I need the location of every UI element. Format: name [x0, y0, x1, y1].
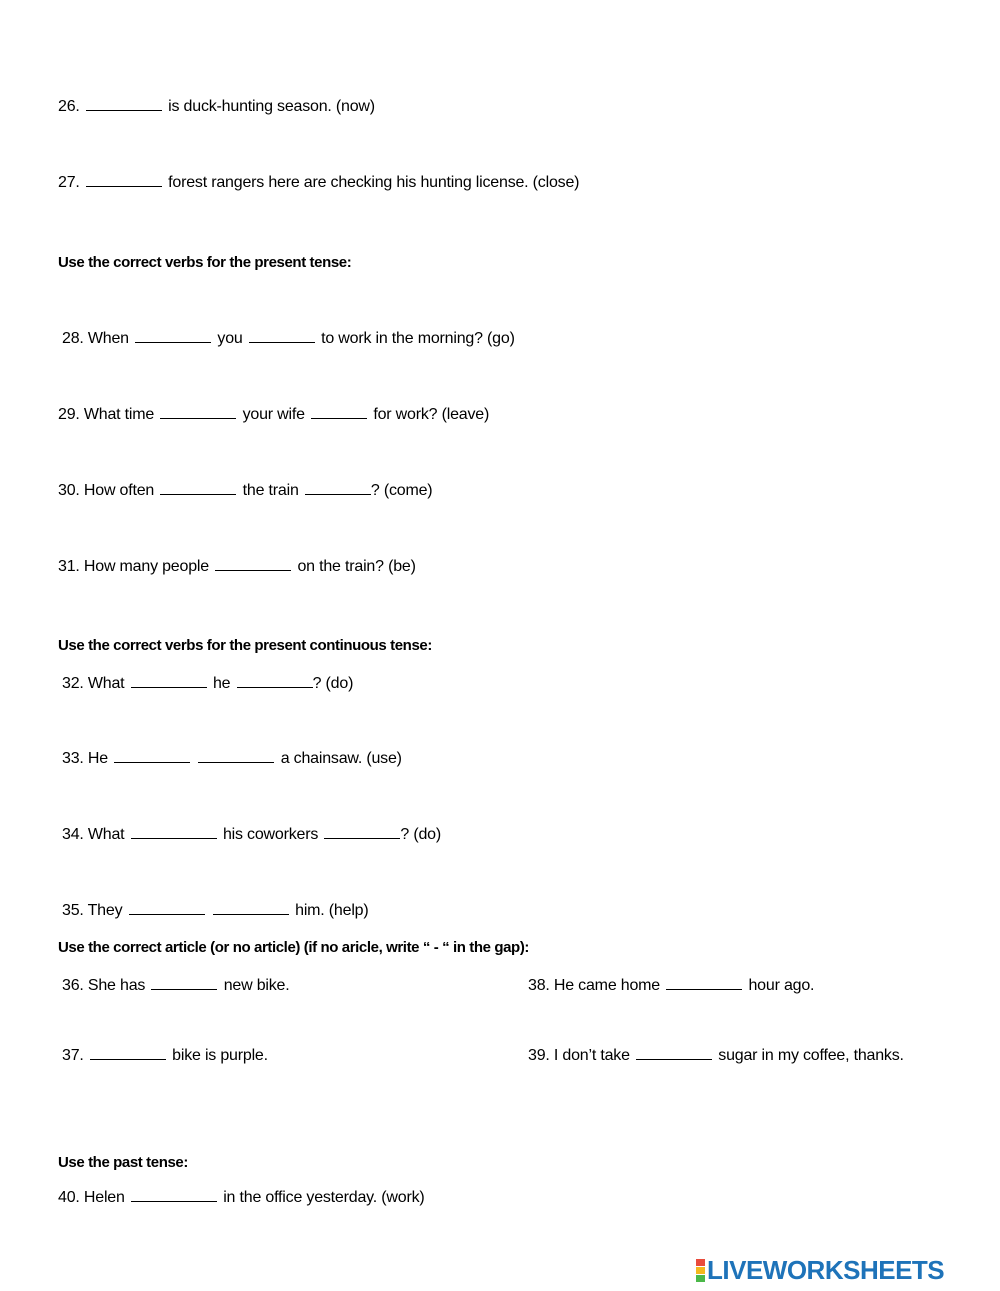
question-text-mid: your wife	[242, 406, 305, 423]
answer-gap-2[interactable]	[237, 673, 313, 688]
section-heading-present: Use the correct verbs for the present tense:	[58, 254, 352, 271]
answer-gap[interactable]	[86, 172, 162, 187]
question-number: 30. How often	[58, 482, 155, 499]
logo-text: LIVEWORKSHEETS	[707, 1255, 945, 1285]
question-text: hour ago.	[748, 977, 815, 994]
answer-gap-1[interactable]	[160, 404, 236, 419]
question-text: ? (do)	[312, 675, 354, 692]
answer-gap[interactable]	[666, 975, 742, 990]
answer-gap[interactable]	[131, 1187, 217, 1202]
question-34	[62, 824, 441, 845]
question-number: 35. They	[62, 902, 123, 919]
question-30	[58, 480, 432, 501]
question-27	[58, 172, 579, 193]
question-number: 31. How many people	[58, 558, 209, 575]
question-number: 26.	[58, 98, 80, 115]
answer-gap-2[interactable]	[213, 900, 289, 915]
section-heading-article: Use the correct article (or no article) (if no aricle, write “ - “ in the gap):	[58, 939, 530, 956]
answer-gap-1[interactable]	[129, 900, 205, 915]
logo-block	[696, 1275, 705, 1282]
answer-gap-2[interactable]	[305, 480, 371, 495]
question-text: sugar in my coffee, thanks.	[718, 1047, 904, 1064]
question-text: ? (come)	[370, 482, 433, 499]
question-number: 37.	[62, 1047, 84, 1064]
question-text: to work in the morning? (go)	[321, 330, 515, 347]
question-text-mid: his coworkers	[222, 826, 319, 843]
question-37	[62, 1045, 268, 1066]
question-38	[528, 975, 814, 996]
question-text: on the train? (be)	[297, 558, 416, 575]
question-text-mid: he	[212, 675, 231, 692]
answer-gap[interactable]	[636, 1045, 712, 1060]
question-39	[528, 1045, 904, 1066]
question-28	[62, 328, 515, 349]
question-26	[58, 96, 375, 117]
question-text: forest rangers here are checking his hunting license. (close)	[168, 174, 580, 191]
question-text-mid: the train	[242, 482, 299, 499]
question-number: 28. When	[62, 330, 129, 347]
question-number: 27.	[58, 174, 80, 191]
question-text: in the office yesterday. (work)	[223, 1189, 425, 1206]
section-heading-past: Use the past tense:	[58, 1154, 188, 1171]
question-text-mid: you	[217, 330, 243, 347]
liveworksheets-logo[interactable]	[696, 1257, 944, 1283]
logo-mark-icon	[696, 1259, 705, 1282]
question-number: 40. Helen	[58, 1189, 125, 1206]
answer-gap-1[interactable]	[114, 748, 190, 763]
answer-gap-2[interactable]	[311, 404, 367, 419]
question-text: new bike.	[223, 977, 290, 994]
answer-gap-1[interactable]	[160, 480, 236, 495]
answer-gap-2[interactable]	[198, 748, 274, 763]
question-number: 33. He	[62, 750, 108, 767]
answer-gap-2[interactable]	[324, 824, 400, 839]
question-text: a chainsaw. (use)	[280, 750, 402, 767]
logo-block	[696, 1267, 705, 1274]
question-text: is duck-hunting season. (now)	[168, 98, 375, 115]
question-text: ? (do)	[400, 826, 442, 843]
question-text: bike is purple.	[172, 1047, 268, 1064]
answer-gap[interactable]	[86, 96, 162, 111]
question-number: 39. I don’t take	[528, 1047, 630, 1064]
question-number: 34. What	[62, 826, 125, 843]
section-heading-continuous: Use the correct verbs for the present continuous tense:	[58, 637, 432, 654]
question-36	[62, 975, 290, 996]
question-number: 32. What	[62, 675, 125, 692]
answer-gap[interactable]	[151, 975, 217, 990]
answer-gap[interactable]	[215, 556, 291, 571]
question-number: 29. What time	[58, 406, 155, 423]
question-29	[58, 404, 489, 425]
question-number: 38. He came home	[528, 977, 660, 994]
answer-gap-1[interactable]	[135, 328, 211, 343]
answer-gap-2[interactable]	[249, 328, 315, 343]
question-32	[62, 673, 353, 694]
answer-gap[interactable]	[90, 1045, 166, 1060]
question-text: him. (help)	[295, 902, 369, 919]
question-40	[58, 1187, 425, 1208]
question-33	[62, 748, 402, 769]
question-text: for work? (leave)	[373, 406, 490, 423]
answer-gap-1[interactable]	[131, 673, 207, 688]
question-35	[62, 900, 369, 921]
logo-block	[696, 1259, 705, 1266]
answer-gap-1[interactable]	[131, 824, 217, 839]
question-31	[58, 556, 416, 577]
question-number: 36. She has	[62, 977, 146, 994]
